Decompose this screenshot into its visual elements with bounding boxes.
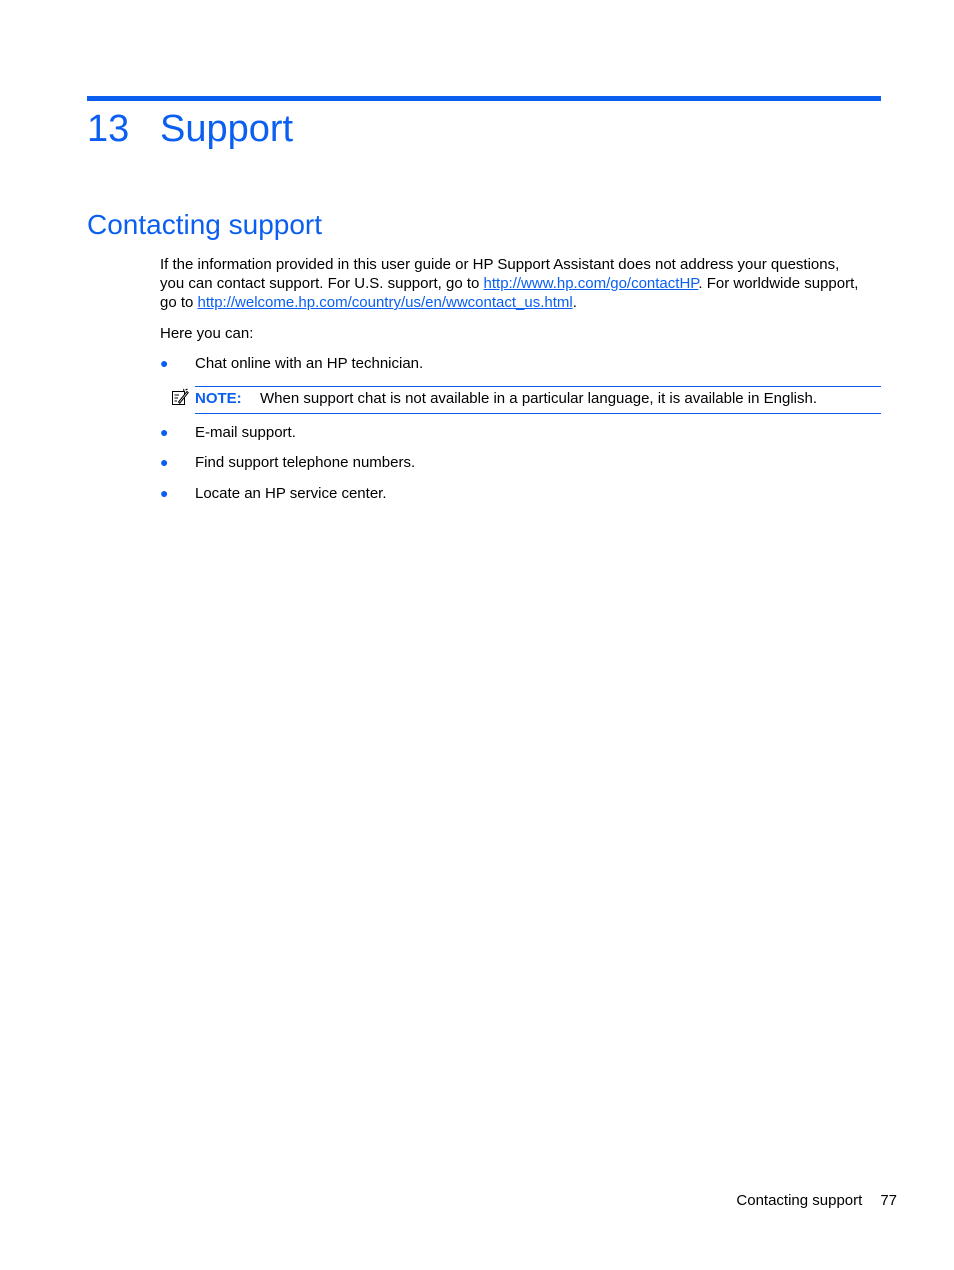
intro-paragraph xyxy=(160,255,860,312)
intro-text-part2: . For worldwide support, go to xyxy=(160,275,859,311)
list-item-text: Locate an HP service center. xyxy=(195,485,387,502)
chapter-rule xyxy=(87,96,881,101)
intro-text-part3: . xyxy=(572,294,577,311)
page-number: 77 xyxy=(880,1192,897,1209)
bullet-icon: ● xyxy=(160,355,169,371)
note-label: NOTE: xyxy=(195,390,242,407)
bullet-icon: ● xyxy=(160,485,169,501)
list-item xyxy=(160,453,860,473)
page-footer xyxy=(736,1191,897,1210)
section-heading: Contacting support xyxy=(87,209,323,240)
bullet-icon: ● xyxy=(160,454,169,470)
footer-section-title: Contacting support xyxy=(736,1192,863,1209)
chapter-title: Support xyxy=(160,108,294,150)
worldwide-support-link[interactable]: http://welcome.hp.com/country/us/en/wwcontact_us.html xyxy=(197,294,573,311)
intro-text-part1: If the information provided in this user guide or HP Support Assistant does not address your questions, you can contact support. For U.S. support, go to xyxy=(160,256,840,292)
us-support-link[interactable]: http://www.hp.com/go/contactHP xyxy=(483,275,699,292)
list-item xyxy=(160,484,860,504)
note-box xyxy=(195,386,881,414)
chapter-number: 13 xyxy=(87,108,130,150)
list-item xyxy=(160,423,860,443)
note-pencil-icon xyxy=(171,388,189,406)
chapter-heading xyxy=(87,104,293,154)
list-item xyxy=(160,354,860,374)
lead-in-text: Here you can: xyxy=(160,325,254,342)
bullet-icon: ● xyxy=(160,424,169,440)
list-item-text: Chat online with an HP technician. xyxy=(195,355,424,372)
note-text: When support chat is not available in a particular language, it is available in English. xyxy=(260,390,817,407)
list-item-text: Find support telephone numbers. xyxy=(195,454,416,471)
list-item-text: E-mail support. xyxy=(195,424,296,441)
